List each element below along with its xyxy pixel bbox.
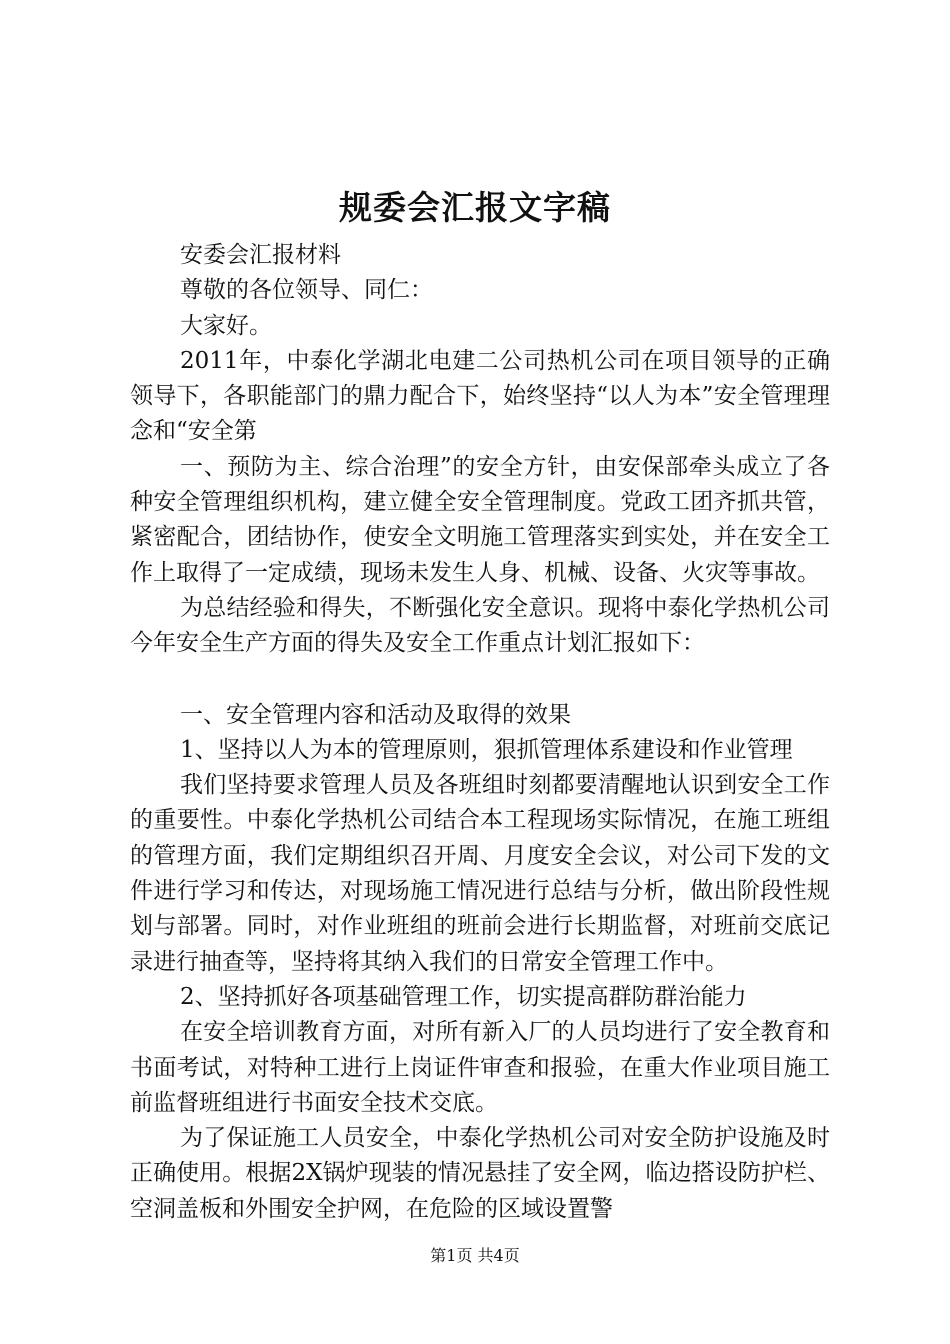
paragraph-gap [130,662,830,698]
paragraph-salutation: 尊敬的各位领导、同仁： [180,277,433,304]
document-title: 规委会汇报文字稿 [339,188,611,227]
paragraph-management: 我们坚持要求管理人员及各班组时刻都要清醒地认识到安全工作的重要性。中泰化学热机公司结合本工程现场实际情况，在施工班组的管理方面，我们定期组织召开周、月度安全会议，对公司下发的文件进行学习和传达，对现场施工情况进行总结与分析，做出阶段性规划与部署。同时，对作业班组的班前会进行长期监督，对班前交底记录进行抽查等，坚持将其纳入我们的日常安全管理工作中。 [130,772,830,975]
document-body [130,238,830,1227]
paragraph-intro: 2011年，中泰化学湖北电建二公司热机公司在项目领导的正确领导下，各职能部门的鼎力配合下，始终坚持“以人为本”安全管理理念和“安全第 [130,347,830,445]
paragraph-policy: 一、预防为主、综合治理”的安全方针，由安保部牵头成立了各种安全管理组织机构，建立健全安全管理制度。党政工团齐抓共管，紧密配合，团结协作，使安全文明施工管理落实到实处，并在安全工作上取得了一定成绩，现场未发生人身、机械、设备、火灾等事故。 [130,453,830,586]
page-footer: 第1页 共4页 [430,1246,520,1265]
paragraph-training: 在安全培训教育方面，对所有新入厂的人员均进行了安全教育和书面考试，对特种工进行上岗证件审查和报验，在重大作业项目施工前监督班组进行书面安全技术交底。 [130,1019,830,1116]
paragraph-summary: 为总结经验和得失，不断强化安全意识。现将中泰化学热机公司今年安全生产方面的得失及安全工作重点计划汇报如下： [130,594,830,657]
paragraph-subject: 安委会汇报材料 [180,242,341,268]
paragraph-greeting: 大家好。 [180,312,272,339]
section-heading-1: 一、安全管理内容和活动及取得的效果 [180,701,571,728]
subheading-1: 1、坚持以人为本的管理原则，狠抓管理体系建设和作业管理 [180,736,793,763]
subheading-2: 2、坚持抓好各项基础管理工作，切实提高群防群治能力 [180,983,747,1010]
paragraph-protection: 为了保证施工人员安全，中泰化学热机公司对安全防护设施及时正确使用。根据2X锅炉现装的情况悬挂了安全网，临边搭设防护栏、空洞盖板和外围安全护网，在危险的区域设置警 [130,1125,830,1222]
